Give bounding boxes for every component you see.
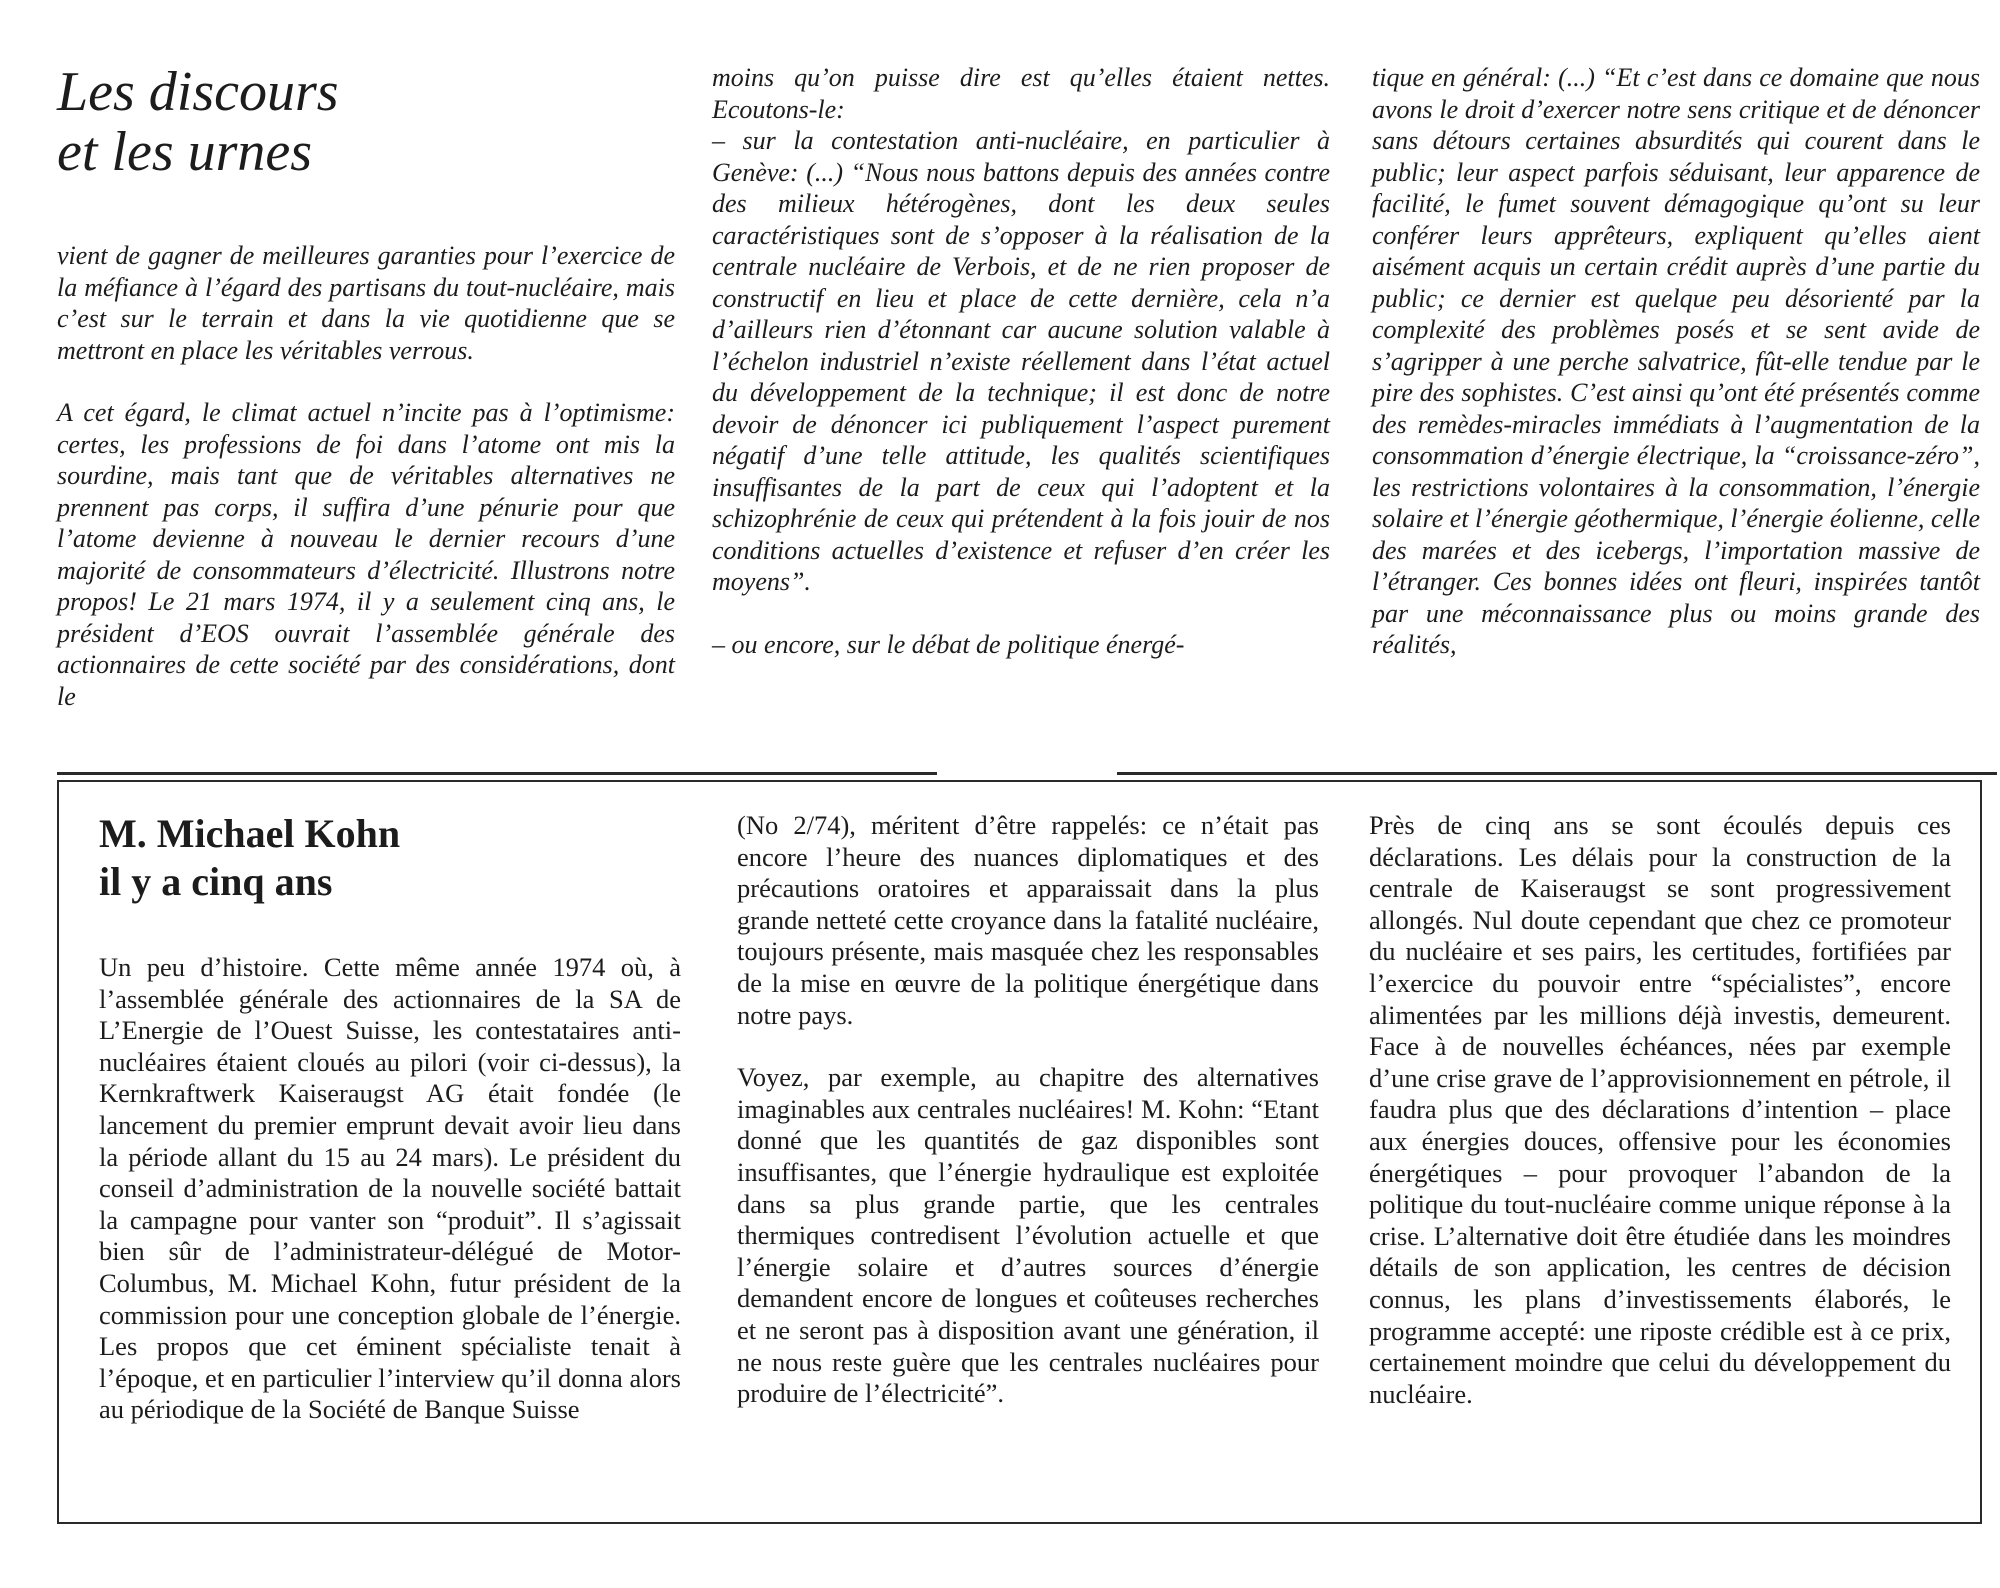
box-paragraph: (No 2/74), méritent d’être rappelés: ce n’était pas encore l’heure des nuances diplomatiques et des précautions oratoires et apparaissait dans la plus grande netteté cette croyance dans la fatalité nucléaire, toujours présente, mais masquée chez les responsables de la mise en œuvre de la politique énergétique dans notre pays.: [737, 810, 1319, 1030]
separator-rule-right: [1117, 772, 1997, 775]
article-column-2: [712, 62, 1330, 660]
box-column-1: [99, 810, 681, 1426]
article-column-1: [57, 62, 675, 712]
article-headline: [57, 62, 675, 182]
article-paragraph: A cet égard, le climat actuel n’incite pas à l’optimisme: certes, les professions de foi dans l’atome ont mis la sourdine, mais tant que de véritables alternatives ne prennent pas corps, il suffira d’une pénurie pour que l’atome devienne à nouveau le dernier recours d’une majorité de consommateurs d’électricité. Illustrons notre propos! Le 21 mars 1974, il y a seulement cinq ans, le président d’EOS ouvrait l’assemblée générale des actionnaires de cette société par des considérations, dont le: [57, 398, 675, 711]
article-paragraph: moins qu’on puisse dire est qu’elles étaient nettes. Ecoutons-le:: [712, 63, 1330, 124]
box-column-3: [1369, 810, 1951, 1410]
article-quote-paragraph: – sur la contestation anti-nucléaire, en particulier à Genève: (...) “Nous nous battons depuis des années contre des milieux hétérogènes, dont les deux seules caractéristiques sont de s’opposer à la réalisation de la centrale nucléaire de Verbois, et de ne rien proposer de constructif en lieu et place de cette dernière, cela n’a d’ailleurs rien d’étonnant car aucune solution valable à l’échelon industriel n’existe réellement dans l’état actuel du développement de la technique; il est donc de notre devoir de dénoncer ici publiquement l’aspect purement négatif d’une telle attitude, les qualités scientifiques insuffisantes de la part de ceux qui l’adoptent et la schizophrénie de ceux qui prétendent à la fois jouir de nos conditions actuelles d’existence et refuser d’en créer les moyens”.: [712, 126, 1330, 596]
box-paragraph: Un peu d’histoire. Cette même année 1974 où, à l’assemblée générale des actionnaires de la SA de L’Energie de l’Ouest Suisse, les contestataires anti-nucléaires étaient cloués au pilori (voir ci-dessus), la Kernkraftwerk Kaiseraugst AG était fondée (le lancement du premier emprunt devait avoir lieu dans la période allant du 15 au 24 mars). Le président du conseil d’administration de la nouvelle société battait la campagne pour vanter son “produit”. Il s’agissait bien sûr de l’administrateur-délégué de Motor-Columbus, M. Michael Kohn, futur président de la commission pour une conception globale de l’énergie. Les propos que cet éminent spécialiste tenait à l’époque, et en particulier l’interview qu’il donna alors au périodique de la Société de Banque Suisse: [99, 952, 681, 1425]
separator-rule-left: [57, 772, 937, 775]
box-column-2: [737, 810, 1319, 1410]
sidebar-box: [57, 780, 1982, 1524]
article-paragraph: vient de gagner de meilleures garanties pour l’exercice de la méfiance à l’égard des partisans du tout-nucléaire, mais c’est sur le terrain et dans la vie quotidienne que se mettront en place les véritables verrous.: [57, 241, 675, 365]
article-paragraph: – ou encore, sur le débat de politique énergé-: [712, 629, 1185, 659]
box-title-line-1: M. Michael Kohn: [99, 811, 401, 856]
article-headline-line-2: et les urnes: [57, 121, 313, 183]
box-paragraph: Près de cinq ans se sont écoulés depuis ces déclarations. Les délais pour la construction de la centrale de Kaiseraugst se sont progressivement allongés. Nul doute cependant que chez ce promoteur du nucléaire et ses pairs, les certitudes, fortifiées par l’exercice du pouvoir entre “spécialistes”, encore alimentées par les millions déjà investis, demeurent. Face à de nouvelles échéances, nées par exemple d’une crise grave de l’approvisionnement en pétrole, il faudra plus que des déclarations d’intention – place aux énergies douces, offensive pour les économies énergétiques – pour provoquer l’abandon de la politique du tout-nucléaire comme unique réponse à la crise. L’alternative doit être étudiée dans les moindres détails de son application, les centres de décision connus, les plans d’investissements élaborés, le programme accepté: une riposte crédible est à ce prix, certainement moindre que celui du développement du nucléaire.: [1369, 810, 1951, 1409]
article-paragraph: tique en général: (...) “Et c’est dans ce domaine que nous avons le droit d’exercer notre sens critique et de dénoncer sans détours certaines absurdités qui courent dans le public; leur aspect parfois séduisant, leur apparence de facilité, le fumet souvent démagogique qu’ont su leur conférer leurs apprêteurs, expliquent qu’elles aient aisément acquis un certain crédit auprès d’une partie du public; ce dernier est quelque peu désorienté par la complexité des problèmes posés et se sent avide de s’agripper à une perche salvatrice, fût-elle tendue par le pire des sophistes. C’est ainsi qu’ont été présentés comme des remèdes-miracles immédiats à l’augmentation de la consommation d’énergie électrique, la “croissance-zéro”, les restrictions volontaires à la consommation, l’énergie solaire et l’énergie géothermique, l’énergie éolienne, celle des marées et des icebergs, l’importation massive de l’étranger. Ces bonnes idées ont fleuri, inspirées tantôt par une méconnaissance plus ou moins grande des réalités,: [1372, 63, 1980, 659]
article-column-3: [1372, 62, 1980, 661]
box-paragraph: Voyez, par exemple, au chapitre des alternatives imaginables aux centrales nucléaires! M. Kohn: “Etant donné que les quantités de gaz disponibles sont insuffisantes, que l’énergie hydraulique est exploitée dans sa plus grande partie, que les centrales thermiques contredisent l’évolution actuelle et que l’énergie solaire et d’autres sources d’énergie demandent encore de longues et coûteuses recherches et ne seront pas à disposition avant une génération, il ne nous reste guère que les centrales nucléaires pour produire de l’électricité”.: [737, 1062, 1319, 1409]
box-title-line-2: il y a cinq ans: [99, 859, 333, 904]
article-headline-line-1: Les discours: [57, 61, 339, 123]
box-title: [99, 810, 681, 906]
